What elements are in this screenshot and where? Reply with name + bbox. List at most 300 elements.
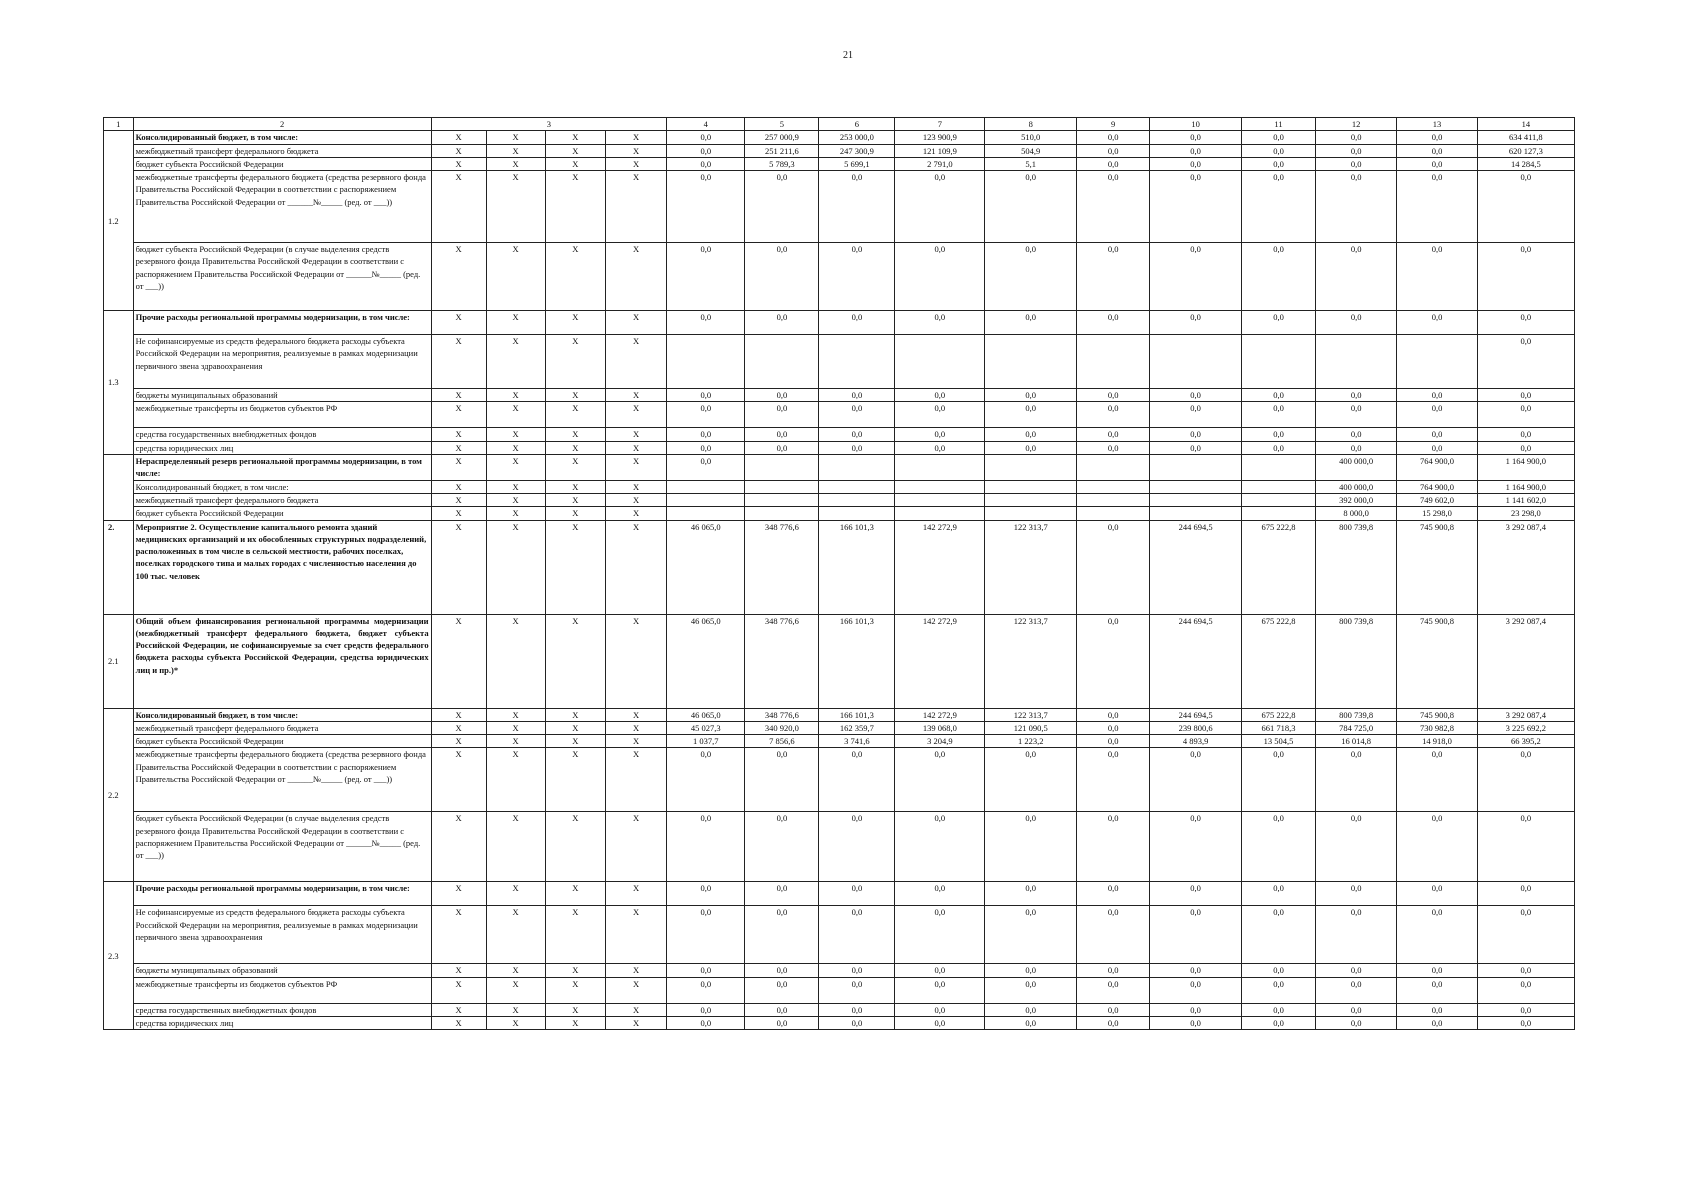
value-cell-col-9: 0,0 — [1077, 520, 1150, 614]
value-cell-col-12: 0,0 — [1316, 906, 1397, 964]
value-cell-col-7: 0,0 — [895, 243, 985, 311]
value-cell-col-5: 0,0 — [745, 748, 819, 812]
value-cell-col-13: 15 298,0 — [1397, 507, 1477, 520]
x-mark: X — [431, 311, 486, 335]
value-cell-col-14: 3 292 087,4 — [1477, 520, 1574, 614]
row-label: бюджеты муниципальных образований — [133, 964, 431, 977]
value-cell-col-14: 3 225 692,2 — [1477, 721, 1574, 734]
value-cell-col-13: 0,0 — [1397, 389, 1477, 402]
value-cell-col-8: 0,0 — [985, 906, 1077, 964]
table-row — [104, 144, 1575, 157]
value-cell-col-14: 66 395,2 — [1477, 735, 1574, 748]
value-cell-col-4: 0,0 — [667, 144, 745, 157]
value-cell-col-9 — [1077, 507, 1150, 520]
value-cell-col-4: 0,0 — [667, 964, 745, 977]
value-cell-col-12: 0,0 — [1316, 402, 1397, 428]
x-mark: X — [605, 977, 666, 1003]
value-cell-col-14: 620 127,3 — [1477, 144, 1574, 157]
value-cell-col-9: 0,0 — [1077, 977, 1150, 1003]
value-cell-col-6: 166 101,3 — [819, 708, 895, 721]
value-cell-col-5: 251 211,6 — [745, 144, 819, 157]
x-mark: X — [486, 402, 545, 428]
column-number-12: 12 — [1316, 118, 1397, 131]
value-cell-col-12: 800 739,8 — [1316, 708, 1397, 721]
row-label: Консолидированный бюджет, в том числе: — [133, 708, 431, 721]
value-cell-col-4: 46 065,0 — [667, 614, 745, 708]
x-mark: X — [545, 721, 605, 734]
x-mark: X — [545, 735, 605, 748]
x-mark: X — [605, 144, 666, 157]
value-cell-col-6: 0,0 — [819, 402, 895, 428]
column-number-10: 10 — [1150, 118, 1242, 131]
x-mark: X — [605, 493, 666, 506]
value-cell-col-4: 0,0 — [667, 1003, 745, 1016]
value-cell-col-5: 0,0 — [745, 964, 819, 977]
column-number-13: 13 — [1397, 118, 1477, 131]
x-mark: X — [431, 441, 486, 454]
value-cell-col-8: 0,0 — [985, 389, 1077, 402]
column-number-2: 2 — [133, 118, 431, 131]
x-mark: X — [486, 428, 545, 441]
value-cell-col-13: 0,0 — [1397, 812, 1477, 882]
x-mark: X — [486, 507, 545, 520]
table-row — [104, 735, 1575, 748]
value-cell-col-6: 166 101,3 — [819, 520, 895, 614]
value-cell-col-4: 45 027,3 — [667, 721, 745, 734]
value-cell-col-14: 0,0 — [1477, 906, 1574, 964]
value-cell-col-14: 0,0 — [1477, 748, 1574, 812]
value-cell-col-12: 16 014,8 — [1316, 735, 1397, 748]
value-cell-col-14: 0,0 — [1477, 1017, 1574, 1030]
x-mark: X — [486, 131, 545, 144]
value-cell-col-13: 0,0 — [1397, 311, 1477, 335]
value-cell-col-4: 0,0 — [667, 428, 745, 441]
value-cell-col-4: 0,0 — [667, 1017, 745, 1030]
value-cell-col-8: 1 223,2 — [985, 735, 1077, 748]
value-cell-col-7 — [895, 493, 985, 506]
value-cell-col-13: 745 900,8 — [1397, 614, 1477, 708]
value-cell-col-10: 0,0 — [1150, 311, 1242, 335]
value-cell-col-14: 0,0 — [1477, 402, 1574, 428]
value-cell-col-13: 0,0 — [1397, 1017, 1477, 1030]
value-cell-col-7: 0,0 — [895, 906, 985, 964]
x-mark: X — [545, 493, 605, 506]
value-cell-col-9: 0,0 — [1077, 428, 1150, 441]
x-mark: X — [486, 882, 545, 906]
row-label: Прочие расходы региональной программы модернизации, в том числе: — [133, 882, 431, 906]
x-mark: X — [486, 1003, 545, 1016]
value-cell-col-4: 0,0 — [667, 311, 745, 335]
value-cell-col-4: 0,0 — [667, 402, 745, 428]
x-mark: X — [431, 614, 486, 708]
value-cell-col-5: 0,0 — [745, 1003, 819, 1016]
value-cell-col-10: 0,0 — [1150, 402, 1242, 428]
x-mark: X — [486, 614, 545, 708]
value-cell-col-5: 0,0 — [745, 882, 819, 906]
value-cell-col-11: 0,0 — [1242, 171, 1316, 243]
value-cell-col-9: 0,0 — [1077, 812, 1150, 882]
value-cell-col-6: 0,0 — [819, 1003, 895, 1016]
value-cell-col-10: 239 800,6 — [1150, 721, 1242, 734]
value-cell-col-11: 0,0 — [1242, 428, 1316, 441]
row-label: межбюджетные трансферты федерального бюджета (средства резервного фонда Правительства Российской Федерации в соответствии с распоряжением Правительства Российской Федерации от ______№_____ (ред. от ___)) — [133, 748, 431, 812]
value-cell-col-14: 0,0 — [1477, 812, 1574, 882]
value-cell-col-9: 0,0 — [1077, 144, 1150, 157]
value-cell-col-9: 0,0 — [1077, 157, 1150, 170]
value-cell-col-12: 0,0 — [1316, 157, 1397, 170]
x-mark: X — [605, 964, 666, 977]
value-cell-col-11: 0,0 — [1242, 748, 1316, 812]
value-cell-col-10: 244 694,5 — [1150, 614, 1242, 708]
value-cell-col-12: 0,0 — [1316, 243, 1397, 311]
x-mark: X — [545, 243, 605, 311]
value-cell-col-14: 0,0 — [1477, 964, 1574, 977]
value-cell-col-5: 5 789,3 — [745, 157, 819, 170]
value-cell-col-6: 0,0 — [819, 748, 895, 812]
value-cell-col-7: 0,0 — [895, 171, 985, 243]
x-mark: X — [605, 721, 666, 734]
row-label: Не софинансируемые из средств федерального бюджета расходы субъекта Российской Федерации на мероприятия, реализуемые в рамках модернизации первичного звена здравоохранения — [133, 906, 431, 964]
x-mark: X — [486, 520, 545, 614]
row-label: бюджеты муниципальных образований — [133, 389, 431, 402]
value-cell-col-10: 0,0 — [1150, 748, 1242, 812]
table-row — [104, 614, 1575, 708]
table-row — [104, 748, 1575, 812]
value-cell-col-5: 0,0 — [745, 428, 819, 441]
row-label: бюджет субъекта Российской Федерации — [133, 735, 431, 748]
value-cell-col-14: 1 164 900,0 — [1477, 480, 1574, 493]
table-row — [104, 480, 1575, 493]
value-cell-col-7: 142 272,9 — [895, 708, 985, 721]
column-number-11: 11 — [1242, 118, 1316, 131]
x-mark: X — [486, 480, 545, 493]
table-row — [104, 812, 1575, 882]
x-mark: X — [431, 144, 486, 157]
value-cell-col-12: 0,0 — [1316, 428, 1397, 441]
value-cell-col-14: 23 298,0 — [1477, 507, 1574, 520]
value-cell-col-8: 122 313,7 — [985, 614, 1077, 708]
value-cell-col-10: 0,0 — [1150, 1017, 1242, 1030]
value-cell-col-10: 0,0 — [1150, 428, 1242, 441]
x-mark: X — [605, 735, 666, 748]
x-mark: X — [486, 171, 545, 243]
value-cell-col-10: 0,0 — [1150, 144, 1242, 157]
value-cell-col-9: 0,0 — [1077, 311, 1150, 335]
x-mark: X — [605, 520, 666, 614]
value-cell-col-14: 0,0 — [1477, 441, 1574, 454]
value-cell-col-7 — [895, 455, 985, 481]
x-mark: X — [431, 131, 486, 144]
value-cell-col-7 — [895, 335, 985, 389]
section-number: 2.3 — [104, 882, 134, 1030]
value-cell-col-6: 0,0 — [819, 906, 895, 964]
value-cell-col-11 — [1242, 335, 1316, 389]
row-label: межбюджетный трансферт федерального бюджета — [133, 493, 431, 506]
value-cell-col-7: 0,0 — [895, 812, 985, 882]
x-mark: X — [486, 721, 545, 734]
x-mark: X — [545, 708, 605, 721]
row-label: межбюджетные трансферты из бюджетов субъектов РФ — [133, 977, 431, 1003]
value-cell-col-8: 0,0 — [985, 402, 1077, 428]
row-label: межбюджетный трансферт федерального бюджета — [133, 721, 431, 734]
value-cell-col-10: 0,0 — [1150, 882, 1242, 906]
value-cell-col-6: 0,0 — [819, 428, 895, 441]
value-cell-col-7: 0,0 — [895, 977, 985, 1003]
header-row — [104, 118, 1575, 131]
value-cell-col-9: 0,0 — [1077, 748, 1150, 812]
value-cell-col-5: 348 776,6 — [745, 708, 819, 721]
value-cell-col-14: 1 141 602,0 — [1477, 493, 1574, 506]
value-cell-col-12: 0,0 — [1316, 1017, 1397, 1030]
section-number: 1.3 — [104, 311, 134, 455]
x-mark: X — [431, 389, 486, 402]
value-cell-col-10: 0,0 — [1150, 441, 1242, 454]
value-cell-col-8 — [985, 493, 1077, 506]
x-mark: X — [545, 311, 605, 335]
x-mark: X — [431, 402, 486, 428]
row-label: средства государственных внебюджетных фондов — [133, 1003, 431, 1016]
value-cell-col-6: 166 101,3 — [819, 614, 895, 708]
x-mark: X — [605, 243, 666, 311]
value-cell-col-4: 0,0 — [667, 906, 745, 964]
row-label: Консолидированный бюджет, в том числе: — [133, 480, 431, 493]
value-cell-col-7: 2 791,0 — [895, 157, 985, 170]
value-cell-col-11: 0,0 — [1242, 882, 1316, 906]
value-cell-col-7: 121 109,9 — [895, 144, 985, 157]
column-number-4: 4 — [667, 118, 745, 131]
table-row — [104, 520, 1575, 614]
value-cell-col-7: 0,0 — [895, 964, 985, 977]
value-cell-col-13: 749 602,0 — [1397, 493, 1477, 506]
value-cell-col-12: 0,0 — [1316, 311, 1397, 335]
value-cell-col-13: 0,0 — [1397, 748, 1477, 812]
value-cell-col-4: 1 037,7 — [667, 735, 745, 748]
x-mark: X — [605, 906, 666, 964]
table-row — [104, 906, 1575, 964]
x-mark: X — [431, 428, 486, 441]
value-cell-col-5 — [745, 493, 819, 506]
value-cell-col-5: 0,0 — [745, 389, 819, 402]
value-cell-col-6: 0,0 — [819, 171, 895, 243]
value-cell-col-14: 0,0 — [1477, 389, 1574, 402]
row-label: межбюджетные трансферты федерального бюджета (средства резервного фонда Правительства Российской Федерации в соответствии с распоряжением Правительства Российской Федерации от ______№_____ (ред. от ___)) — [133, 171, 431, 243]
value-cell-col-12: 0,0 — [1316, 1003, 1397, 1016]
row-label: средства юридических лиц — [133, 441, 431, 454]
value-cell-col-13: 0,0 — [1397, 906, 1477, 964]
value-cell-col-6: 0,0 — [819, 977, 895, 1003]
value-cell-col-13: 764 900,0 — [1397, 455, 1477, 481]
x-mark: X — [605, 311, 666, 335]
value-cell-col-12: 392 000,0 — [1316, 493, 1397, 506]
x-mark: X — [486, 455, 545, 481]
column-number-1: 1 — [104, 118, 134, 131]
x-mark: X — [545, 402, 605, 428]
value-cell-col-9: 0,0 — [1077, 882, 1150, 906]
x-mark: X — [545, 131, 605, 144]
x-mark: X — [605, 480, 666, 493]
value-cell-col-12: 400 000,0 — [1316, 480, 1397, 493]
value-cell-col-13 — [1397, 335, 1477, 389]
x-mark: X — [605, 1017, 666, 1030]
value-cell-col-5: 0,0 — [745, 243, 819, 311]
x-mark: X — [486, 812, 545, 882]
x-mark: X — [545, 335, 605, 389]
value-cell-col-11: 0,0 — [1242, 144, 1316, 157]
value-cell-col-9: 0,0 — [1077, 389, 1150, 402]
value-cell-col-5: 257 000,9 — [745, 131, 819, 144]
value-cell-col-12: 0,0 — [1316, 882, 1397, 906]
value-cell-col-14: 0,0 — [1477, 882, 1574, 906]
value-cell-col-10: 0,0 — [1150, 389, 1242, 402]
value-cell-col-11: 675 222,8 — [1242, 520, 1316, 614]
x-mark: X — [486, 977, 545, 1003]
value-cell-col-10 — [1150, 335, 1242, 389]
value-cell-col-9: 0,0 — [1077, 906, 1150, 964]
value-cell-col-12: 800 739,8 — [1316, 614, 1397, 708]
x-mark: X — [545, 455, 605, 481]
row-label: средства государственных внебюджетных фондов — [133, 428, 431, 441]
row-label: Общий объем финансирования региональной программы модернизации (межбюджетный трансферт федерального бюджета, бюджет субъекта Российской Федерации, не софинансируемые за счет средств федерального бюджета расходы субъекта Российской Федерации, средства юридических лиц и пр.)* — [133, 614, 431, 708]
row-label: Не софинансируемые из средств федерального бюджета расходы субъекта Российской Федерации на мероприятия, реализуемые в рамках модернизации первичного звена здравоохранения — [133, 335, 431, 389]
table-row — [104, 131, 1575, 144]
x-mark: X — [431, 977, 486, 1003]
budget-table — [103, 117, 1575, 1030]
table-row — [104, 455, 1575, 481]
value-cell-col-8: 0,0 — [985, 1003, 1077, 1016]
x-mark: X — [545, 389, 605, 402]
value-cell-col-8: 510,0 — [985, 131, 1077, 144]
value-cell-col-11: 0,0 — [1242, 157, 1316, 170]
value-cell-col-9: 0,0 — [1077, 402, 1150, 428]
value-cell-col-13: 0,0 — [1397, 402, 1477, 428]
value-cell-col-13: 0,0 — [1397, 131, 1477, 144]
value-cell-col-5 — [745, 455, 819, 481]
x-mark: X — [605, 402, 666, 428]
section-number: 2.1 — [104, 614, 134, 708]
table-row — [104, 977, 1575, 1003]
value-cell-col-8: 0,0 — [985, 428, 1077, 441]
x-mark: X — [545, 480, 605, 493]
value-cell-col-4: 0,0 — [667, 131, 745, 144]
value-cell-col-8: 0,0 — [985, 748, 1077, 812]
value-cell-col-13: 0,0 — [1397, 157, 1477, 170]
x-mark: X — [545, 812, 605, 882]
x-mark: X — [431, 882, 486, 906]
value-cell-col-6: 5 699,1 — [819, 157, 895, 170]
value-cell-col-8 — [985, 480, 1077, 493]
x-mark: X — [486, 906, 545, 964]
value-cell-col-6: 0,0 — [819, 243, 895, 311]
value-cell-col-4: 0,0 — [667, 389, 745, 402]
value-cell-col-4: 46 065,0 — [667, 520, 745, 614]
x-mark: X — [605, 335, 666, 389]
x-mark: X — [605, 455, 666, 481]
value-cell-col-5: 0,0 — [745, 402, 819, 428]
value-cell-col-8: 0,0 — [985, 1017, 1077, 1030]
value-cell-col-6: 0,0 — [819, 311, 895, 335]
value-cell-col-4: 0,0 — [667, 157, 745, 170]
x-mark: X — [605, 614, 666, 708]
value-cell-col-4: 0,0 — [667, 882, 745, 906]
row-label: Нераспределенный резерв региональной программы модернизации, в том числе: — [133, 455, 431, 481]
value-cell-col-12: 0,0 — [1316, 748, 1397, 812]
value-cell-col-5: 0,0 — [745, 1017, 819, 1030]
value-cell-col-6: 0,0 — [819, 812, 895, 882]
x-mark: X — [486, 1017, 545, 1030]
value-cell-col-10 — [1150, 507, 1242, 520]
value-cell-col-8: 0,0 — [985, 882, 1077, 906]
x-mark: X — [486, 389, 545, 402]
x-mark: X — [486, 311, 545, 335]
value-cell-col-12: 0,0 — [1316, 977, 1397, 1003]
value-cell-col-10: 0,0 — [1150, 964, 1242, 977]
x-mark: X — [605, 131, 666, 144]
value-cell-col-12: 8 000,0 — [1316, 507, 1397, 520]
value-cell-col-14: 634 411,8 — [1477, 131, 1574, 144]
x-mark: X — [545, 507, 605, 520]
value-cell-col-7: 0,0 — [895, 441, 985, 454]
x-mark: X — [431, 1017, 486, 1030]
value-cell-col-11: 661 718,3 — [1242, 721, 1316, 734]
value-cell-col-6: 247 300,9 — [819, 144, 895, 157]
x-mark: X — [545, 157, 605, 170]
value-cell-col-6 — [819, 480, 895, 493]
value-cell-col-7: 139 068,0 — [895, 721, 985, 734]
value-cell-col-13: 764 900,0 — [1397, 480, 1477, 493]
value-cell-col-7: 0,0 — [895, 1003, 985, 1016]
value-cell-col-7: 0,0 — [895, 882, 985, 906]
value-cell-col-4: 0,0 — [667, 441, 745, 454]
value-cell-col-4 — [667, 493, 745, 506]
value-cell-col-14: 0,0 — [1477, 311, 1574, 335]
value-cell-col-9: 0,0 — [1077, 1017, 1150, 1030]
value-cell-col-13: 0,0 — [1397, 977, 1477, 1003]
row-label: Мероприятие 2. Осуществление капитального ремонта зданий медицинских организаций и их обособленных структурных подразделений, расположенных в том числе в сельской местности, рабочих поселках, поселках городского типа и малых городах с численностью населения до 100 тыс. человек — [133, 520, 431, 614]
value-cell-col-10 — [1150, 480, 1242, 493]
value-cell-col-13: 14 918,0 — [1397, 735, 1477, 748]
row-label: бюджет субъекта Российской Федерации (в случае выделения средств резервного фонда Правительства Российской Федерации в соответствии с распоряжением Правительства Российской Федерации от ______№_____ (ред. от ___)) — [133, 812, 431, 882]
value-cell-col-4: 0,0 — [667, 812, 745, 882]
value-cell-col-6 — [819, 493, 895, 506]
value-cell-col-4: 0,0 — [667, 243, 745, 311]
x-mark: X — [605, 157, 666, 170]
x-mark: X — [431, 480, 486, 493]
x-mark: X — [545, 441, 605, 454]
column-number-9: 9 — [1077, 118, 1150, 131]
value-cell-col-4: 46 065,0 — [667, 708, 745, 721]
value-cell-col-10: 0,0 — [1150, 243, 1242, 311]
value-cell-col-9: 0,0 — [1077, 131, 1150, 144]
table-row — [104, 402, 1575, 428]
value-cell-col-6 — [819, 335, 895, 389]
x-mark: X — [431, 906, 486, 964]
value-cell-col-7: 0,0 — [895, 311, 985, 335]
value-cell-col-8 — [985, 455, 1077, 481]
value-cell-col-13: 745 900,8 — [1397, 520, 1477, 614]
column-number-6: 6 — [819, 118, 895, 131]
x-mark: X — [431, 493, 486, 506]
x-mark: X — [486, 157, 545, 170]
x-mark: X — [605, 1003, 666, 1016]
value-cell-col-7 — [895, 480, 985, 493]
value-cell-col-8 — [985, 335, 1077, 389]
value-cell-col-13: 0,0 — [1397, 441, 1477, 454]
value-cell-col-13: 0,0 — [1397, 1003, 1477, 1016]
value-cell-col-6: 162 359,7 — [819, 721, 895, 734]
value-cell-col-12 — [1316, 335, 1397, 389]
table-row — [104, 493, 1575, 506]
value-cell-col-11: 0,0 — [1242, 311, 1316, 335]
